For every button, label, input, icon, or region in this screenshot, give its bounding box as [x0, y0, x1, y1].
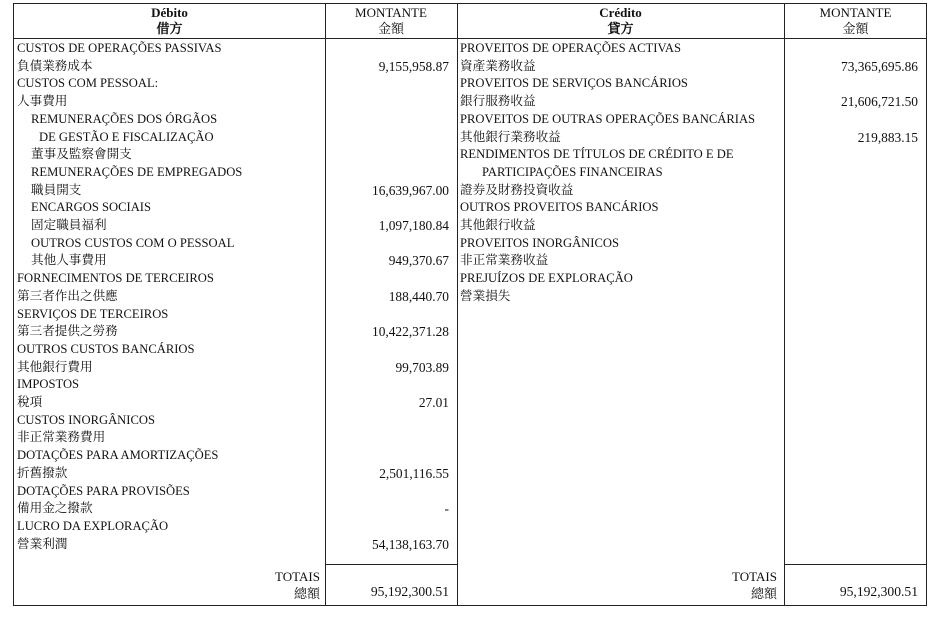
debit-row-label: FORNECIMENTOS DE TERCEIROS [17, 271, 214, 286]
debit-row-label: 其他銀行費用 [17, 359, 93, 374]
debit-row-label: 備用金之撥款 [17, 501, 93, 516]
debit-row-label: OUTROS CUSTOS COM O PESSOAL [31, 235, 235, 250]
credit-title-pt: Crédito [599, 5, 642, 20]
debit-row-label: 負債業務成本 [17, 58, 93, 73]
debit-title-zh: 借方 [156, 21, 183, 36]
debit-total-value: 95,192,300.51 [370, 584, 449, 599]
credit-amount-header [784, 5, 927, 37]
column-divider [457, 4, 458, 605]
debit-row-label: 非正常業務費用 [17, 430, 106, 445]
credit-row-label: 非正常業務收益 [460, 253, 549, 268]
totals-label-zh: 總額 [293, 586, 320, 601]
debit-row-label: CUSTOS COM PESSOAL: [17, 76, 159, 91]
debit-row-label: DOTAÇÕES PARA PROVISÕES [17, 483, 190, 498]
totals-label-pt: TOTAIS [732, 569, 777, 584]
amount-header-pt: MONTANTE [819, 5, 892, 20]
totals-label-pt: TOTAIS [275, 569, 320, 584]
debit-row-label: ENCARGOS SOCIAIS [31, 200, 152, 215]
debit-row-label: OUTROS CUSTOS BANCÁRIOS [17, 341, 195, 356]
debit-row-label: 稅項 [17, 395, 43, 409]
debit-title-pt: Débito [151, 5, 188, 20]
credit-total-value: 95,192,300.51 [839, 584, 918, 599]
debit-row-label: DE GESTÃO E FISCALIZAÇÃO [39, 129, 214, 144]
amount-header-zh: 金額 [377, 21, 404, 36]
debit-row-label: 折舊撥款 [17, 465, 68, 480]
credit-row-label: PROVEITOS DE OUTRAS OPERAÇÕES BANCÁRIAS [460, 111, 756, 126]
debit-amount-header [325, 5, 457, 37]
credit-row-label: 銀行服務收益 [460, 94, 536, 109]
debit-row-label: IMPOSTOS [17, 377, 80, 392]
totals-label-zh: 總額 [750, 586, 777, 601]
debit-row-amount: - [444, 501, 449, 517]
credit-row-amount: 21,606,721.50 [841, 94, 918, 110]
credit-row-label: RENDIMENTOS DE TÍTULOS DE CRÉDITO E DE [460, 147, 734, 162]
debit-row-label: SERVIÇOS DE TERCEIROS [17, 306, 169, 321]
debit-row-amount: 16,639,967.00 [372, 182, 449, 198]
debit-row-label: DOTAÇÕES PARA AMORTIZAÇÕES [17, 448, 219, 463]
debit-row-label: REMUNERAÇÕES DE EMPREGADOS [31, 164, 243, 179]
credit-row-amount: 219,883.15 [857, 129, 918, 145]
debit-row-amount: 2,501,116.55 [379, 465, 449, 481]
amount-header-zh: 金額 [842, 21, 869, 36]
credit-row-label: PROVEITOS INORGÂNICOS [460, 235, 619, 250]
debit-row-label: 第三者提供之勞務 [17, 324, 118, 339]
credit-row-label: 證券及財務投資收益 [460, 182, 574, 197]
debit-totals-label [214, 568, 320, 602]
credit-row-amount: 73,365,695.86 [841, 58, 918, 74]
credit-row-label: 其他銀行收益 [460, 218, 536, 232]
debit-row-amount: 188,440.70 [388, 288, 449, 304]
debit-total-rule [325, 564, 457, 565]
debit-row-label: CUSTOS DE OPERAÇÕES PASSIVAS [17, 41, 222, 55]
credit-row-label: OUTROS PROVEITOS BANCÁRIOS [460, 200, 659, 215]
debit-row-label: LUCRO DA EXPLORAÇÃO [17, 518, 169, 533]
debit-header [14, 5, 325, 37]
amount-header-pt: MONTANTE [355, 5, 427, 20]
credit-row-label: 資產業務收益 [460, 58, 536, 73]
credit-row-label: 其他銀行業務收益 [460, 129, 561, 144]
debit-row-label: 固定職員福利 [31, 218, 107, 232]
credit-row-label: PARTICIPAÇÕES FINANCEIRAS [482, 164, 663, 179]
debit-row-amount: 949,370.67 [388, 253, 449, 269]
profit-loss-table [13, 3, 927, 606]
debit-row-label: CUSTOS INORGÂNICOS [17, 412, 155, 427]
credit-totals-label [664, 568, 777, 602]
debit-row-amount: 27.01 [418, 395, 449, 410]
credit-row-label: PREJUÍZOS DE EXPLORAÇÃO [460, 271, 633, 286]
credit-total-rule [784, 564, 927, 565]
debit-row-label: 人事費用 [17, 94, 68, 109]
credit-row-label: 營業損失 [460, 288, 511, 303]
debit-row-amount: 99,703.89 [395, 359, 449, 375]
debit-row-label: 董事及監察會開支 [31, 147, 132, 162]
debit-row-label: 職員開支 [31, 182, 82, 197]
debit-row-amount: 9,155,958.87 [378, 58, 449, 74]
debit-row-label: 營業利潤 [17, 536, 68, 551]
debit-row-label: REMUNERAÇÕES DOS ÓRGÃOS [31, 111, 218, 126]
debit-row-label: 第三者作出之供應 [17, 288, 118, 303]
header-divider [14, 38, 926, 39]
credit-title-zh: 貸方 [607, 21, 634, 36]
debit-row-amount: 10,422,371.28 [372, 324, 449, 340]
debit-row-amount: 54,138,163.70 [372, 536, 449, 552]
debit-row-amount: 1,097,180.84 [378, 218, 449, 233]
credit-row-label: PROVEITOS DE SERVIÇOS BANCÁRIOS [460, 76, 688, 91]
debit-row-label: 其他人事費用 [31, 253, 107, 268]
credit-row-label: PROVEITOS DE OPERAÇÕES ACTIVAS [460, 41, 682, 55]
credit-header [457, 5, 784, 37]
